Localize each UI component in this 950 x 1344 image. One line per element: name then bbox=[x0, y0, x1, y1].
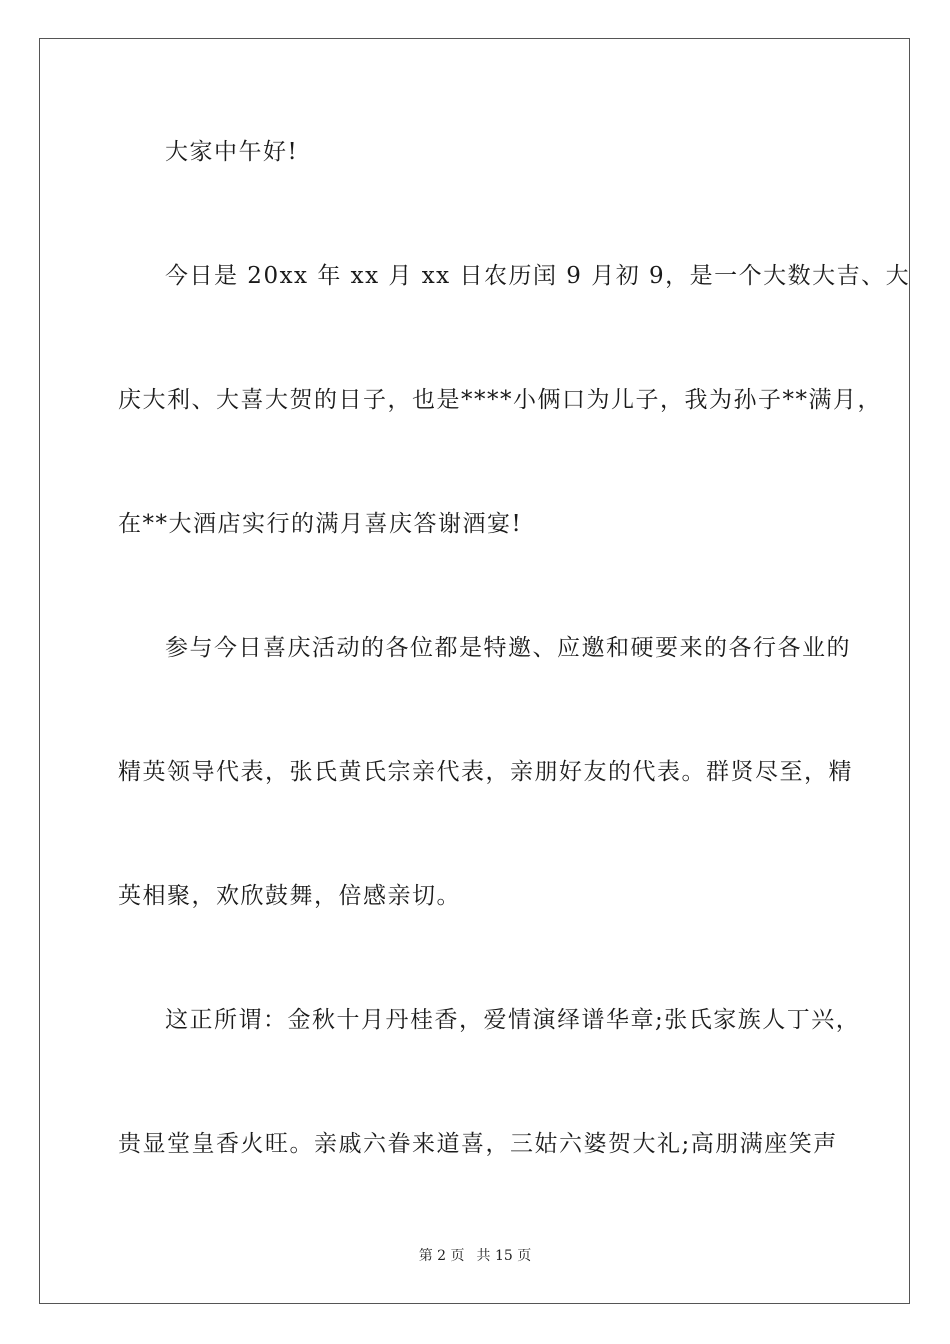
page-footer bbox=[0, 1247, 950, 1265]
paragraph-line: 庆大利、大喜大贺的日子，也是****小俩口为儿子，我为孙子**满月， bbox=[118, 387, 882, 413]
paragraph-line: 精英领导代表，张氏黄氏宗亲代表，亲朋好友的代表。群贤尽至，精 bbox=[118, 759, 853, 785]
paragraph-line-greeting: 大家中午好! bbox=[165, 139, 299, 165]
paragraph-line: 贵显堂皇香火旺。亲戚六眷来道喜，三姑六婆贺大礼;高朋满座笑声 bbox=[118, 1131, 838, 1157]
paragraph-line: 参与今日喜庆活动的各位都是特邀、应邀和硬要来的各行各业的 bbox=[165, 635, 851, 661]
paragraph-line: 这正所谓：金秋十月丹桂香，爱情演绎谱华章;张氏家族人丁兴， bbox=[165, 1007, 861, 1033]
page-border bbox=[39, 38, 910, 1304]
paragraph-line: 英相聚，欢欣鼓舞，倍感亲切。 bbox=[118, 883, 461, 909]
page-number: 第 2 页 bbox=[418, 1248, 465, 1264]
paragraph-line: 在**大酒店实行的满月喜庆答谢酒宴! bbox=[118, 511, 523, 537]
page-total: 共 15 页 bbox=[476, 1248, 532, 1264]
paragraph-line: 今日是 20xx 年 xx 月 xx 日农历闰 9 月初 9，是一个大数大吉、大 bbox=[165, 263, 911, 289]
